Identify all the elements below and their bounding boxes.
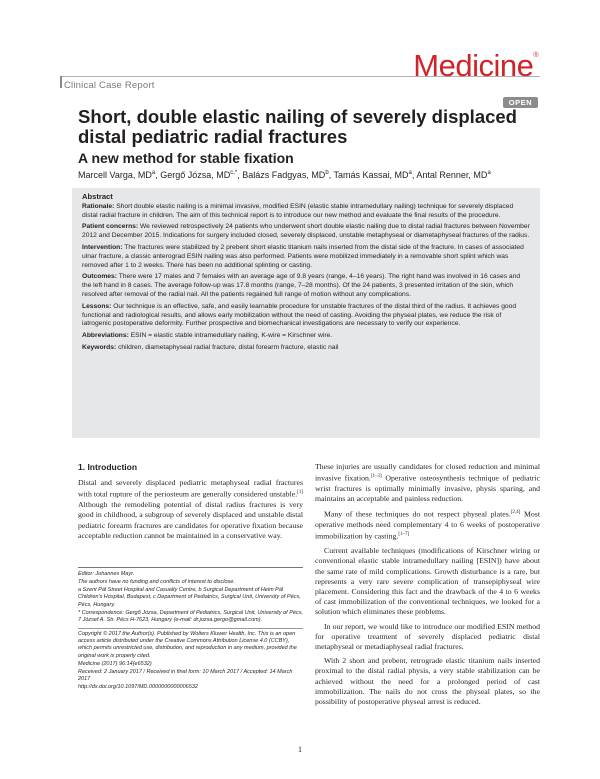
footnote-conflict: The authors have no funding and conflicts of interest to disclose. <box>78 579 235 585</box>
page-number: 1 <box>298 745 302 754</box>
abstract-intervention: Intervention: The fractures were stabilized by 2 prebent short elastic titanium nails inserted from the distal side of the fracture. In cases of associated ulnar fracture, a classic anterograd ESIN nailing was also performed. Patients were mobilized immediately in a removable short splint which was removed after 1 to 2 weeks. There has been no additional splinting or casting. <box>82 243 524 269</box>
body-paragraph: Many of these techniques do not respect physeal plates.[2,4] Most operative methods need complementary 4 to 6 weeks of postoperative immobilization by casting.[1–7] <box>315 510 541 541</box>
author-name: Gergő Józsa, MD <box>160 170 231 180</box>
abstract-rationale: Rationale: Short double elastic nailing is a minimal invasive, modified ESIN (elastic stable intramedullary nailing) technique for severely displaced distal radial fracture in children. The aim of this technical report is to introduce our new method and evaluate the final results of the procedure. <box>82 202 514 219</box>
article-title: Short, double elastic nailing of severely displaced distal pediatric radial fractures <box>78 106 517 147</box>
body-paragraph: Current available techniques (modifications of Kirschner wiring or conventional elastic stable intramedullary nailing [ESIN]) have about the same rate of mild complications. Growth disturbance is a rare, but represents a very rare severe complication of transepiphyseal wire placement. Considering this fact and the drawback of the 4 to 6 weeks of cast immobilization of the conventional techniques, we looked for a solution which eliminates these problems. <box>315 546 540 617</box>
author-name: Tamás Kassai, MD <box>333 170 409 180</box>
registered-mark: ® <box>533 52 538 59</box>
abstract-box <box>72 188 540 438</box>
author-name: Balázs Fadgyas, MD <box>242 170 326 180</box>
left-column <box>78 462 303 545</box>
footnote-dates: Received: 2 January 2017 / Received in final form: 10 March 2017 / Accepted: 14 March 2017 <box>78 668 293 683</box>
footnote-affiliations: a Szent Pál Street Hospital and Casualty Centre, b Surgical Department of Heim Pál Children's Hospital, Budapest, c Department of Pediatrics, Surgical Unit, University of Pécs, Pécs, Hungary. <box>78 587 301 608</box>
abstract-heading: Abstract <box>82 192 113 201</box>
right-column <box>315 462 540 711</box>
body-paragraph: Distal and severely displaced pediatric metaphyseal radial fractures with total rupture of the periosteum are generally considered unstable.[1] Although the remodeling potential of distal radius fractures is very good in childhood, a subgroup of severely displaced and unstable distal pediatric forearm fractures are candidates for operative fixation because acceptable reduction cannot be maintained in a conservative way. <box>78 478 303 540</box>
section-heading-introduction: 1. Introduction <box>78 462 138 472</box>
journal-name: Medicine <box>413 48 534 83</box>
body-paragraph: These injuries are usually candidates for closed reduction and minimal invasive fixation.[1–3] Operative osteosynthesis technique of pediatric wrist fractures is optimally minimally invasive, physis sparing, and maintains an acceptable and painless reduction. <box>315 462 540 504</box>
author-name: Marcell Varga, MD <box>78 170 152 180</box>
abstract-keywords: Keywords: children, diametaphyseal radial fracture, distal forearm fracture, elastic nail <box>82 343 339 351</box>
footnote-correspondence: * Correspondence: Gergő Józsa, Department of Pediatrics, Surgical Unit, University of Pécs, 7 József A. Str. Pécs H-7623, Hungary (e-mail: dr.jozsa.gergo@gmail.com). <box>78 609 303 624</box>
section-label: Clinical Case Report <box>64 80 155 91</box>
article-subtitle: A new method for stable fixation <box>78 150 294 166</box>
author-list: Marcell Varga, $MD^a$, Gergő Józsa, $MD^{c,*}$, Balázs Fadgyas, $MD^b$, Tamás Kassai, $MD^a$, Antal Renner, $MD^a$ <box>78 170 491 180</box>
open-access-badge: OPEN <box>503 97 538 108</box>
footnote-copyright: Copyright © 2017 the Author(s). Published by Wolters Kluwer Health, Inc. This is an open access article distributed under the Creative Commons Attribution License 4.0 (CCBY), which permits unrestricted use, distribution, and reproduction in any medium, provided the original work is properly cited. <box>78 628 303 661</box>
header-tick <box>60 76 62 88</box>
journal-logo <box>413 50 538 81</box>
footnote-rule <box>78 567 303 568</box>
author-name: Antal Renner, MD <box>416 170 488 180</box>
footnote-editor: Editor: Johannes Mayr. <box>78 571 135 577</box>
abstract-outcomes: Outcomes: There were 17 males and 7 females with an average age of 9.8 years (range, 4–16 years). The right hand was involved in 16 cases and the left hand in 8 cases. The average follow-up was 17.8 months (range, 7–28 months). Of the 24 patients, 3 presented irritation of the skin, which resolved after removal of the radial nail. All the patients regained full range of motion without any complications. <box>82 273 521 298</box>
abstract-patient-concerns: Patient concerns: We reviewed retrospectively 24 patients who underwent short double elastic nailing due to distal radial fractures between November 2012 and December 2015. Indications for surgery included closed, severely displaced, unstable metaphyseal or diametaphyseal fractures of the radius. <box>82 223 530 240</box>
abstract-abbreviations: Abbreviations: ESIN = elastic stable intramedullary nailing, K-wire = Kirschner wire. <box>82 332 333 340</box>
footnotes <box>78 571 303 692</box>
body-paragraph: With 2 short and prebent, retrograde elastic titanium nails inserted proximal to the distal radial physis, a very stable stabilization can be achieved without the need for a prolonged period of cast immobilization. The nails do not cross the physeal plates, so the possibility of postoperative physeal arrest is reduced. <box>315 656 540 707</box>
abstract-lessons: Lessons: Our technique is an effective, safe, and easily learnable procedure for unstable fractures of the distal third of the radius. It achieves good functional and radiological results, and allows early mobilization without the need of casting. Avoiding the physeal plates, we reduce the risk of iatrogenic postoperative deformity. Further prospective and biomechanical investigations are necessary to verify our experience. <box>82 302 517 328</box>
body-paragraph: In our report, we would like to introduce our modified ESIN method for operative treatment of severely displaced pediatric distal metaphyseal or metadiaphyseal radial fractures. <box>315 621 540 652</box>
footnote-doi[interactable]: http://dx.doi.org/10.1097/MD.0000000000006532 <box>78 684 198 691</box>
footnote-citation: Medicine (2017) 96:14(e6532) <box>78 660 152 667</box>
